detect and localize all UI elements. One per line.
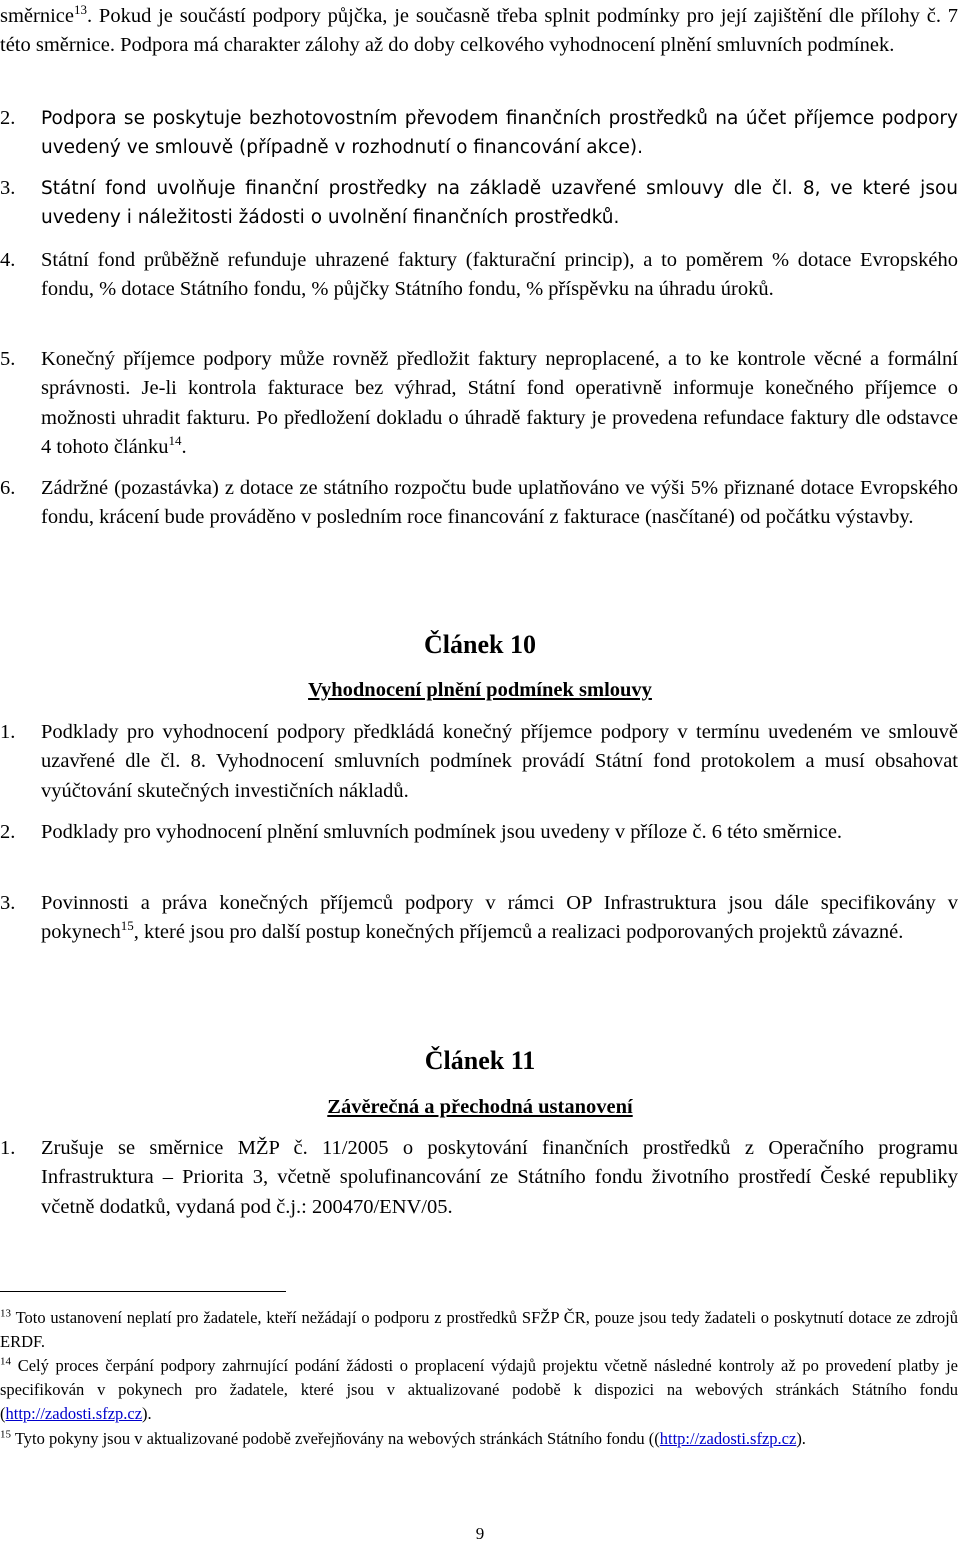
paragraph-number: 3. [0,892,16,914]
article-10-paragraph-3 [0,889,958,948]
footnote-mark: 14 [0,1355,11,1368]
paragraph-number: 6. [0,477,16,499]
paragraph-number: 5. [0,348,16,370]
footnote-text: Tyto pokyny jsou v aktualizované podobě zveřejňovány na webových stránkách Státního fondu (( [14,1429,660,1448]
paragraph-number: 4. [0,249,16,271]
footnote-link[interactable]: http://zadosti.sfzp.cz [5,1404,143,1423]
article-11-title: Článek 11 [424,1046,536,1075]
paragraph-text: Podpora se poskytuje bezhotovostním převodem finančních prostředků na účet příjemce podpory uvedený ve smlouvě (případně v rozhodnutí o financování akce). [41,108,958,159]
footnote-text: ). [142,1404,152,1423]
paragraph-text: . Pokud je součástí podpory půjčka, je současně třeba splnit podmínky pro její zajištění dle přílohy č. 7 této směrnice. Podpora má charakter zálohy až do doby celkového vyhodnocení plnění smluvních podmínek. [0,5,958,57]
paragraph-text: . [181,436,187,459]
paragraph-text: Povinnosti a práva konečných příjemců podpory v rámci OP Infrastruktura jsou dále specifikovány v pokynech [41,892,958,944]
paragraph-number: 2. [0,821,16,843]
paragraph-3 [0,174,958,233]
footnote-link[interactable]: http://zadosti.sfzp.cz [659,1429,797,1448]
paragraph-number: 2. [0,107,16,129]
paragraph-5 [0,345,958,463]
footnote-mark: 13 [0,1307,11,1320]
footnote-text: Celý proces čerpání podpory zahrnující podání žádosti o proplacení výdajů projektu včetně následné kontroly až po provedení platby je specifikován v pokynech pro žadatele, které jsou v aktualizované podobě k dispozici na webových stránkách Státního fondu ( [0,1356,958,1423]
article-11-paragraph-1 [0,1134,958,1222]
paragraph-text: Podklady pro vyhodnocení plnění smluvních podmínek jsou uvedeny v příloze č. 6 této směrnice. [41,821,843,843]
footnote-mark: 15 [0,1428,11,1441]
paragraph-text: směrnice [0,5,74,27]
footnote-14 [0,1354,958,1426]
paragraph-text: Zrušuje se směrnice MŽP č. 11/2005 o poskytování finančních prostředků z Operačního programu Infrastruktura – Priorita 3, včetně spolufinancování ze Státního fondu životního prostředí České republiky včetně dodatků, vydaná pod č.j.: 200470/ENV/05. [41,1137,958,1218]
footnote-ref-13[interactable]: 13 [74,2,87,18]
paragraph-2 [0,104,958,163]
paragraph-text: Státní fond průběžně refunduje uhrazené faktury (fakturační princip), a to poměrem % dotace Evropského fondu, % dotace Státního fondu, % půjčky Státního fondu, % příspěvku na úhradu úroků. [41,249,958,301]
footnote-ref-15[interactable]: 15 [120,918,134,934]
article-10-paragraph-2 [0,818,958,847]
page-number: 9 [475,1524,485,1543]
paragraph-4 [0,246,958,305]
paragraph-number: 3. [0,177,16,199]
paragraph-text: Zádržné (pozastávka) z dotace ze státního rozpočtu bude uplatňováno ve výši 5% přiznané dotace Evropského fondu, krácení bude prováděno v posledním roce financování z fakturace (nasčítané) od počátku výstavby. [41,477,958,529]
article-10-paragraph-1 [0,718,958,806]
footnote-15 [0,1427,958,1451]
paragraph-text: Státní fond uvolňuje finanční prostředky na základě uzavřené smlouvy dle čl. 8, ve které jsou uvedeny i náležitosti žádosti o uvolnění finančních prostředků. [41,178,958,229]
paragraph-continuation [0,2,958,61]
footnote-separator [0,1291,286,1292]
article-10-title: Článek 10 [424,630,536,659]
paragraph-number: 1. [0,721,16,743]
paragraph-number: 1. [0,1137,16,1159]
paragraph-6 [0,474,958,533]
footnote-text: ). [796,1429,806,1448]
paragraph-text: , které jsou pro další postup konečných příjemců a realizaci podporovaných projektů závazné. [133,921,904,944]
paragraph-text: Podklady pro vyhodnocení podpory předkládá konečný příjemce podpory v termínu uvedeném ve smlouvě uzavřené dle čl. 8. Vyhodnocení smluvních podmínek provádí Státní fond protokolem a musí obsahovat vyúčtování skutečných investičních nákladů. [41,721,958,802]
paragraph-text: Konečný příjemce podpory může rovněž předložit faktury neproplacené, a to ke kontrole věcné a formální správnosti. Je-li kontrola fakturace bez výhrad, Státní fond operativně informuje konečného příjemce o možnosti uhradit fakturu. Po předložení dokladu o úhradě faktury je provedena refundace faktury dle odstavce 4 tohoto článku [41,348,958,459]
footnote-13 [0,1306,958,1354]
article-11-subtitle: Závěrečná a přechodná ustanovení [327,1096,633,1118]
footnote-text: Toto ustanovení neplatí pro žadatele, kteří nežádají o podporu z prostředků SFŽP ČR, pouze jsou tedy žadateli o poskytnutí dotace ze zdrojů ERDF. [0,1308,958,1351]
footnote-ref-14[interactable]: 14 [168,433,182,449]
article-10-subtitle: Vyhodnocení plnění podmínek smlouvy [308,679,652,701]
